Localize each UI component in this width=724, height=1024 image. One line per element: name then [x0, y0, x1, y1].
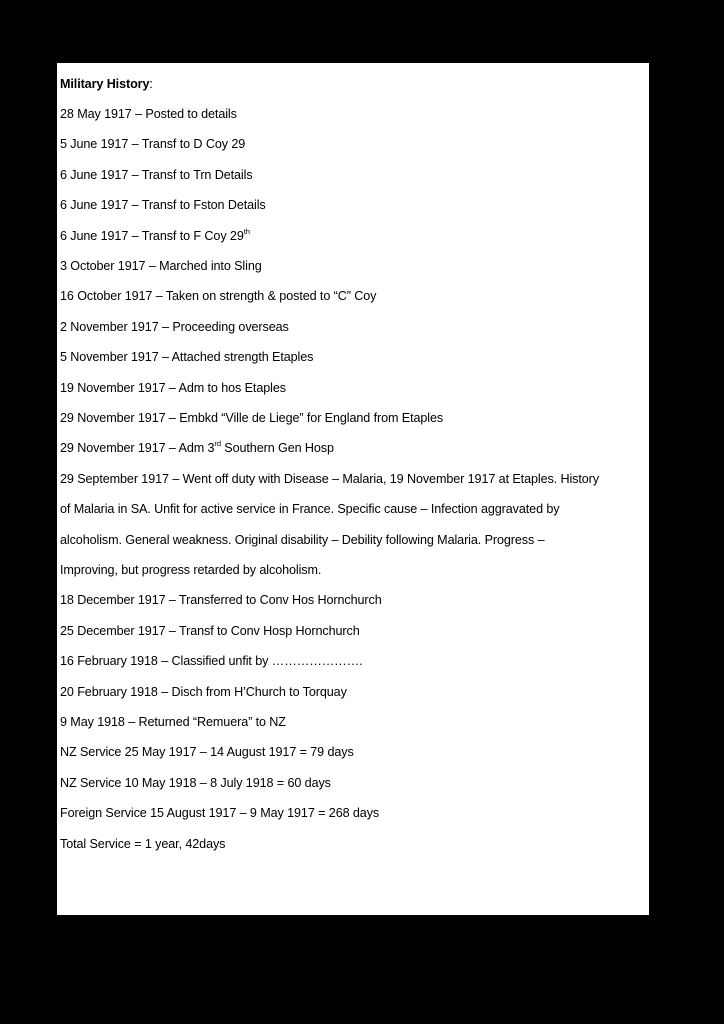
history-entry: 29 November 1917 – Embkd “Ville de Liege” for England from Etaples [60, 411, 444, 425]
history-entry: 18 December 1917 – Transferred to Conv Hos Hornchurch [60, 593, 382, 608]
ordinal-superscript: rd [214, 439, 221, 449]
history-entry: 19 November 1917 – Adm to hos Etaples [60, 380, 286, 395]
history-entry: of Malaria in SA. Unfit for active service in France. Specific cause – Infection aggravated by [60, 502, 560, 517]
history-entry: alcoholism. General weakness. Original disability – Debility following Malaria. Progress – [60, 532, 545, 547]
history-entry [60, 228, 643, 244]
history-entry [60, 440, 643, 456]
history-entry: 16 February 1918 – Classified unfit by …………………. [60, 654, 363, 669]
entry-text: 6 June 1917 – Transf to F Coy 29 [60, 228, 244, 243]
history-entry: 5 June 1917 – Transf to D Coy 29 [60, 137, 246, 152]
history-entry: 29 September 1917 – Went off duty with Disease – Malaria, 19 November 1917 at Etaples. History [60, 471, 599, 486]
ordinal-superscript: th [243, 226, 250, 236]
history-entry: Improving, but progress retarded by alcoholism. [60, 563, 322, 577]
entry-text: Southern Gen Hosp [220, 441, 334, 456]
history-entry: Total Service = 1 year, 42days [60, 836, 226, 851]
history-entry: 6 June 1917 – Transf to Trn Details [60, 167, 253, 182]
history-entry: 2 November 1917 – Proceeding overseas [60, 319, 289, 334]
history-entry: 9 May 1918 – Returned “Remuera” to NZ [60, 715, 286, 729]
history-entry: 6 June 1917 – Transf to Fston Details [60, 198, 266, 213]
history-entry: 28 May 1917 – Posted to details [60, 107, 237, 121]
document-page [57, 63, 649, 915]
history-entry: 16 October 1917 – Taken on strength & posted to “C” Coy [60, 289, 377, 304]
history-entry: 3 October 1917 – Marched into Sling [60, 259, 262, 273]
entry-text: 29 November 1917 – Adm 3 [60, 441, 215, 456]
history-entry: NZ Service 10 May 1918 – 8 July 1918 = 60 days [60, 775, 331, 790]
section-heading: Military History: [60, 77, 153, 91]
history-entry: 5 November 1917 – Attached strength Etaples [60, 350, 314, 365]
history-entry: Foreign Service 15 August 1917 – 9 May 1917 = 268 days [60, 806, 380, 821]
history-entry: 20 February 1918 – Disch from H’Church to Torquay [60, 684, 347, 699]
history-entry: 25 December 1917 – Transf to Conv Hosp Hornchurch [60, 623, 360, 638]
history-entry: NZ Service 25 May 1917 – 14 August 1917 = 79 days [60, 745, 354, 760]
